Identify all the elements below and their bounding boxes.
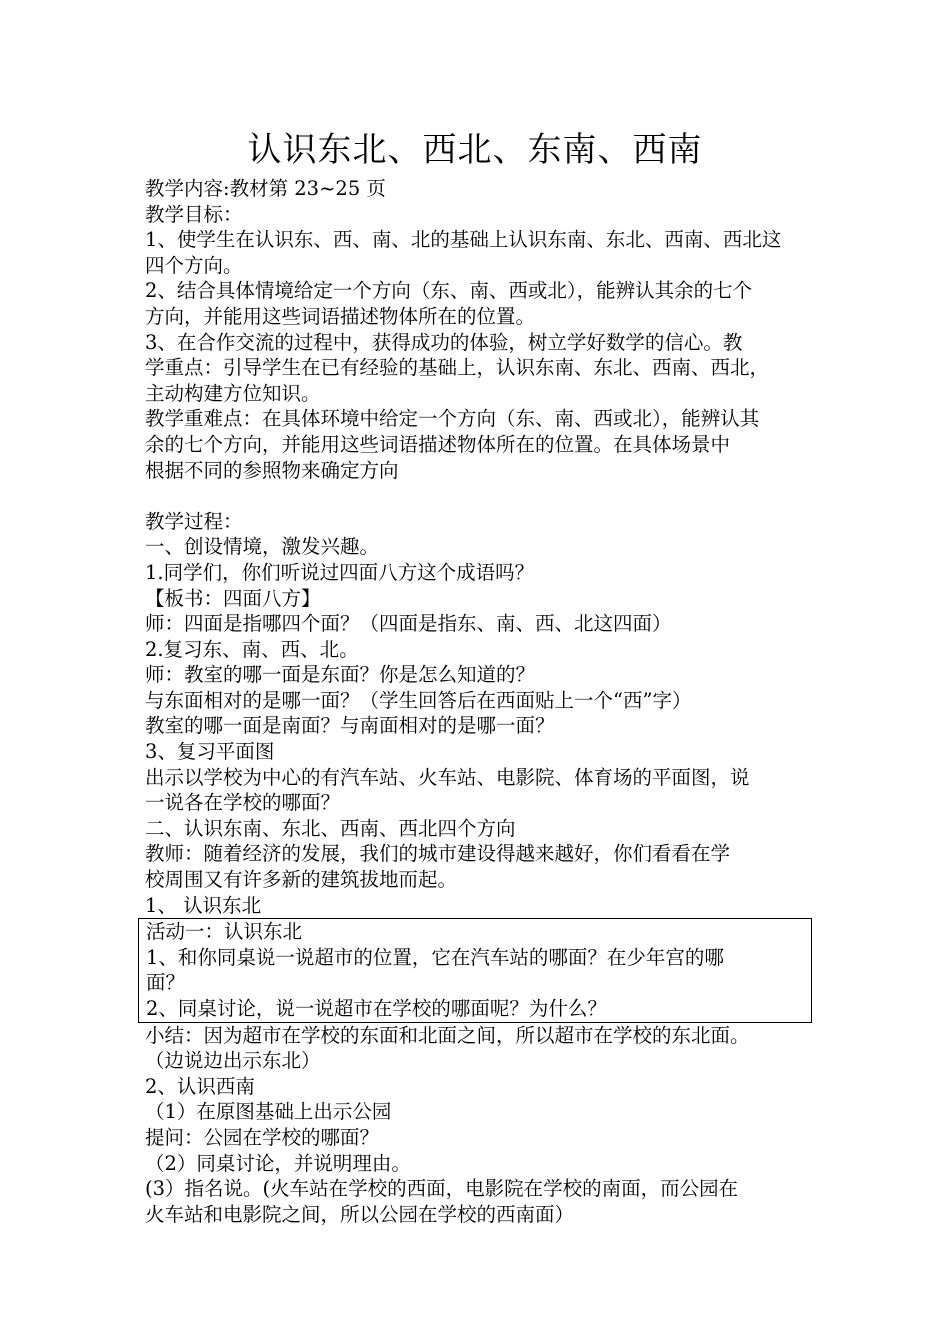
text-line: 2、同桌讨论，说一说超市在学校的哪面呢？为什么？ [146, 997, 607, 1020]
text-line: 一说各在学校的哪面？ [145, 791, 341, 815]
text-line: 活动一：认识东北 [146, 920, 303, 944]
text-line: 1、和你同桌说一说超市的位置，它在汽车站的哪面？在少年宫的哪 [146, 945, 724, 969]
text-line: 师：教室的哪一面是东面？你是怎么知道的？ [145, 663, 536, 687]
text-line: 3、复习平面图 [145, 740, 275, 764]
text-line: 2、结合具体情境给定一个方向（东、南、西或北），能辨认其余的七个 [145, 279, 753, 303]
objectives-section [145, 176, 825, 483]
text-line: (3）指名说。(火车站在学校的西面，电影院在学校的南面，而公园在 [145, 1177, 739, 1201]
text-line: 教学过程： [145, 509, 243, 533]
text-line: 主动构建方位知识。 [145, 381, 321, 405]
process-section [145, 509, 825, 919]
text-line: 火车站和电影院之间，所以公园在学校的西南面） [145, 1202, 575, 1226]
text-line: 二、认识东南、东北、西南、西北四个方向 [145, 816, 516, 840]
blank-line [145, 483, 825, 509]
text-line: 教学目标： [145, 202, 243, 226]
text-line: 四个方向。 [145, 253, 243, 277]
text-line: 1、使学生在认识东、西、南、北的基础上认识东南、东北、西南、西北这 [145, 228, 782, 252]
text-line: 一、创设情境，激发兴趣。 [145, 535, 380, 559]
text-line: 与东面相对的是哪一面？（学生回答后在西面贴上一个“西”字） [145, 688, 692, 712]
text-line: 1.同学们，你们听说过四面八方这个成语吗？ [145, 560, 535, 584]
text-line: （边说边出示东北） [145, 1049, 321, 1073]
text-line: 教室的哪一面是南面？与南面相对的是哪一面？ [145, 714, 555, 738]
text-line: 小结：因为超市在学校的东面和北面之间，所以超市在学校的东北面。 [145, 1023, 750, 1047]
document-title: 认识东北、西北、东南、西南 [247, 130, 703, 170]
text-line: 教学重难点：在具体环境中给定一个方向（东、南、西或北），能辨认其 [145, 407, 760, 431]
text-line: 校周围又有许多新的建筑拔地而起。 [145, 868, 458, 892]
text-line: （1）在原图基础上出示公园 [145, 1100, 392, 1124]
text-line: （2）同桌讨论，并说明理由。 [145, 1151, 411, 1175]
text-line: 出示以学校为中心的有汽车站、火车站、电影院、体育场的平面图，说 [145, 765, 750, 789]
text-line: 面？ [146, 971, 186, 995]
text-line: 师：四面是指哪四个面？（四面是指东、南、西、北这四面） [145, 612, 672, 636]
text-line: 教学内容:教材第 23~25 页 [145, 177, 386, 200]
activity-box [138, 918, 812, 1022]
text-line: 根据不同的参照物来确定方向 [145, 458, 399, 482]
document-body [145, 176, 825, 1227]
summary-section [145, 1023, 825, 1228]
text-line: 3、在合作交流的过程中，获得成功的体验，树立学好数学的信心。教 [145, 330, 743, 354]
text-line: 方向，并能用这些词语描述物体所在的位置。 [145, 304, 536, 328]
text-line: 提问：公园在学校的哪面？ [145, 1125, 380, 1149]
text-line: 1、 认识东北 [145, 893, 262, 917]
text-line: 2.复习东、南、西、北。 [145, 637, 359, 661]
text-line: 学重点：引导学生在已有经验的基础上，认识东南、东北、西南、西北， [145, 356, 770, 380]
text-line: 2、认识西南 [145, 1074, 255, 1098]
text-line: 教师：随着经济的发展，我们的城市建设得越来越好，你们看看在学 [145, 842, 731, 866]
text-line: 余的七个方向，并能用这些词语描述物体所在的位置。在具体场景中 [145, 432, 731, 456]
text-line: 【板书：四面八方】 [145, 586, 321, 610]
